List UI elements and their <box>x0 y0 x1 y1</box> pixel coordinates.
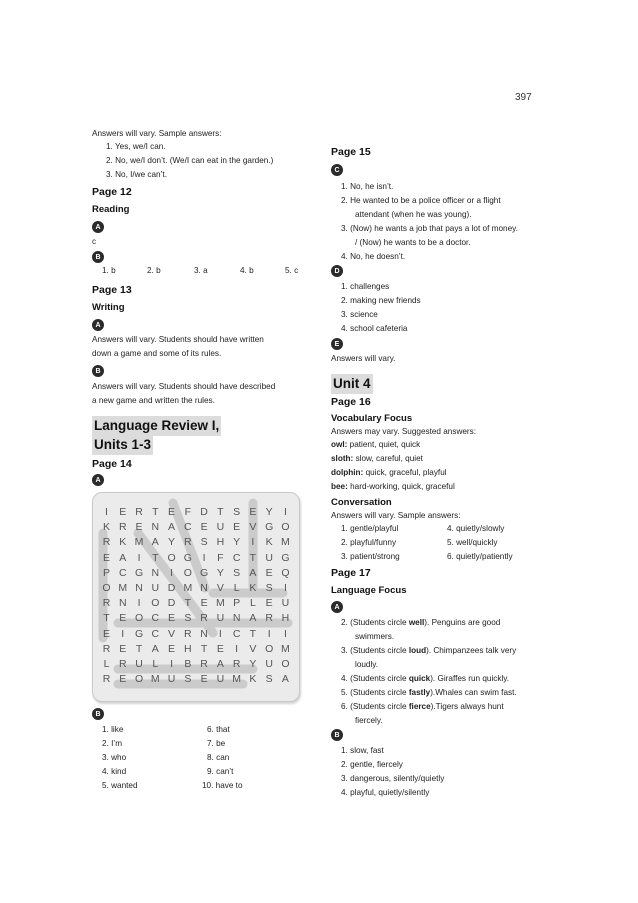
word-search-row <box>93 672 299 687</box>
word-search-letter: Y <box>265 506 273 518</box>
word-search-letter: O <box>281 521 290 534</box>
word-search-row <box>93 505 299 520</box>
reading-b-answer: 5. c <box>285 266 299 275</box>
word-search-letter: O <box>151 597 160 610</box>
word-search-letter: T <box>217 506 224 518</box>
page-12-heading: Page 12 <box>92 186 132 198</box>
word-search-letter: C <box>184 521 192 534</box>
word-search-letter: Y <box>168 536 176 549</box>
word-search-row <box>93 535 299 550</box>
vocab-item: owl: patient, quiet, quick <box>331 440 421 449</box>
word-search-letter: U <box>281 597 290 610</box>
intro-item: 2. No, we/I don’t. (We/I can eat in the garden.) <box>106 156 274 165</box>
word-search-letter: U <box>151 581 160 594</box>
word-search-letter: I <box>251 536 255 549</box>
word-search-letter: R <box>118 521 127 534</box>
word-search-letter: T <box>152 551 159 564</box>
word-search-letter: D <box>167 581 176 594</box>
section-c-badge: C <box>331 164 343 176</box>
reading-b-answer: 2. b <box>147 266 161 275</box>
conv-item: 1. gentle/playful <box>341 524 399 533</box>
word-search-letter: R <box>102 673 111 686</box>
answer-item: 1. like <box>102 725 124 734</box>
answer-item: 7. be <box>207 739 226 748</box>
word-search-letter: I <box>202 551 206 564</box>
word-search-letter: C <box>232 627 241 640</box>
word-search-letter: C <box>151 612 160 625</box>
writing-heading: Writing <box>92 302 125 313</box>
word-search-letter: U <box>216 521 225 534</box>
reading-heading: Reading <box>92 204 130 215</box>
c-item: attendant (when he was young). <box>355 210 472 219</box>
word-search-letter: L <box>152 657 159 670</box>
b-item: 1. slow, fast <box>341 746 384 755</box>
section-a-badge: A <box>92 474 104 486</box>
page-14-heading: Page 14 <box>92 458 132 470</box>
word-search-letter: H <box>281 612 290 625</box>
word-search-letter: R <box>118 657 127 670</box>
word-search-letter: M <box>281 536 290 549</box>
word-search-letter: Q <box>281 566 290 579</box>
word-search-letter: E <box>249 506 257 518</box>
c-item: / (Now) he wants to be a doctor. <box>355 238 471 247</box>
word-search-letter: R <box>184 627 192 640</box>
word-search-letter: I <box>283 627 287 640</box>
word-search-letter: F <box>184 506 192 518</box>
section-a-badge: A <box>92 319 104 331</box>
conversation-intro: Answers will vary. Sample answers: <box>331 511 461 520</box>
word-search-letter: R <box>102 536 111 549</box>
word-search-letter: H <box>184 642 192 655</box>
b-item: 4. playful, quietly/silently <box>341 788 430 797</box>
d-item: 1. challenges <box>341 282 390 291</box>
word-search-letter: M <box>150 673 160 686</box>
word-search-letter: I <box>105 506 108 518</box>
conv-item: 5. well/quickly <box>447 538 498 547</box>
word-search-letter: T <box>249 627 257 640</box>
d-item: 4. school cafeteria <box>341 324 408 333</box>
word-search-row <box>93 627 299 642</box>
word-search-letter: N <box>135 581 143 594</box>
answer-item: 10. have to <box>202 781 243 790</box>
word-search-letter: V <box>216 581 224 594</box>
word-search-letter: M <box>232 673 241 686</box>
word-search-letter: M <box>215 597 225 610</box>
word-search-letter: U <box>265 657 273 670</box>
e-text: Answers will vary. <box>331 354 396 363</box>
answer-item: 2. I’m <box>102 739 123 748</box>
word-search-letter: A <box>281 673 289 686</box>
word-search-letter: T <box>200 642 208 655</box>
page-15-heading: Page 15 <box>331 146 371 158</box>
word-search-letter: T <box>152 506 159 518</box>
word-search-letter: L <box>103 657 110 670</box>
word-search-letter: O <box>183 566 192 579</box>
word-search-letter: E <box>233 521 241 534</box>
b-item: 2. gentle, fiercely <box>341 760 403 769</box>
language-focus-heading: Language Focus <box>331 585 407 596</box>
word-search-letter: A <box>168 521 176 534</box>
word-search-letter: A <box>216 657 224 670</box>
word-search-row <box>93 581 299 596</box>
word-search-letter: K <box>265 536 273 549</box>
word-search-letter: E <box>265 566 273 579</box>
word-search-letter: N <box>200 627 208 640</box>
reading-a-answer: c <box>92 237 97 246</box>
page-17-heading: Page 17 <box>331 567 371 579</box>
word-search-letter: I <box>170 657 174 670</box>
word-search-row <box>93 566 299 581</box>
lf-item: 2. (Students circle well). Penguins are good <box>341 618 501 627</box>
word-search-letter: U <box>216 612 225 625</box>
answer-item: 8. can <box>207 753 230 762</box>
word-search-letter: G <box>134 566 144 579</box>
word-search-row <box>93 642 299 657</box>
word-search-letter: O <box>265 642 274 655</box>
word-search-letter: A <box>249 612 257 625</box>
word-search-letter: E <box>102 551 110 564</box>
word-search-letter: A <box>151 536 159 549</box>
word-search-letters <box>93 505 299 687</box>
word-search-letter: G <box>200 566 209 579</box>
b-item: 3. dangerous, silently/quietly <box>341 774 445 783</box>
word-search-letter: O <box>134 673 144 686</box>
word-search-letter: E <box>216 642 224 655</box>
word-search-letter: K <box>249 673 257 686</box>
word-search-letter: I <box>235 642 239 655</box>
word-search-letter: K <box>249 581 257 594</box>
intro-item: 1. Yes, we/I can. <box>106 142 166 151</box>
word-search-letter: I <box>121 627 125 640</box>
word-search-letter: E <box>200 597 208 610</box>
word-search-letter: S <box>200 536 208 549</box>
word-search-letter: K <box>119 536 127 549</box>
word-search-letter: S <box>233 566 241 579</box>
word-search-letter: Y <box>233 536 241 549</box>
word-search-letter: P <box>233 597 241 610</box>
writing-b-text: Answers will vary. Students should have described <box>92 382 276 391</box>
word-search-letter: N <box>200 581 208 594</box>
section-e-badge: E <box>331 338 343 350</box>
word-search-letter: O <box>167 551 176 564</box>
word-search-letter: E <box>119 612 127 625</box>
word-search-letter: V <box>249 642 257 655</box>
d-item: 3. science <box>341 310 378 319</box>
word-search-letter: C <box>232 551 241 564</box>
word-search-letter: N <box>151 566 160 579</box>
intro-text: Answers will vary. Sample answers: <box>92 129 222 138</box>
word-search-letter: E <box>102 627 110 640</box>
reading-b-answer: 3. a <box>194 266 208 275</box>
writing-b-text: a new game and written the rules. <box>92 396 215 405</box>
section-b-badge: B <box>331 729 343 741</box>
page-number: 397 <box>515 92 532 103</box>
unit-4-heading: Unit 4 <box>331 374 373 394</box>
word-search-letter: U <box>216 673 225 686</box>
word-search-letter: M <box>134 536 144 549</box>
word-search-letter: N <box>232 612 241 625</box>
word-search-grid <box>92 492 300 702</box>
word-search-letter: R <box>102 597 111 610</box>
word-search-letter: I <box>267 627 271 640</box>
word-search-letter: N <box>118 597 127 610</box>
lf-item: 4. (Students circle quick). Giraffes run quickly. <box>341 674 510 683</box>
word-search-letter: G <box>183 551 192 564</box>
word-search-letter: F <box>217 551 224 564</box>
word-search-row <box>93 551 299 566</box>
c-item: 4. No, he doesn’t. <box>341 252 406 261</box>
language-review-units: Units 1-3 <box>92 435 153 455</box>
word-search-letter: U <box>265 551 273 564</box>
word-search-letter: R <box>184 536 192 549</box>
word-search-letter: E <box>135 521 143 534</box>
word-search-letter: E <box>168 612 176 625</box>
conv-item: 3. patient/strong <box>341 552 400 561</box>
answer-item: 6. that <box>207 725 230 734</box>
word-search-letter: I <box>137 551 141 564</box>
word-search-letter: A <box>119 551 127 564</box>
word-search-row <box>93 657 299 672</box>
word-search-letter: G <box>281 551 290 564</box>
section-b-badge: B <box>92 365 104 377</box>
word-search-letter: I <box>218 627 222 640</box>
conversation-heading: Conversation <box>331 497 392 508</box>
word-search-letter: P <box>102 566 110 579</box>
word-search-letter: R <box>200 657 208 670</box>
conv-item: 6. quietly/patiently <box>447 552 513 561</box>
word-search-letter: M <box>183 581 193 594</box>
word-search-letter: U <box>167 673 176 686</box>
answer-item: 3. who <box>102 753 127 762</box>
word-search-letter: E <box>265 597 273 610</box>
word-search-row <box>93 596 299 611</box>
word-search-letter: E <box>200 521 208 534</box>
lf-item: fiercely. <box>355 716 383 725</box>
word-search-letter: U <box>135 657 143 670</box>
word-search-letter: B <box>184 657 192 670</box>
answer-item: 9. can’t <box>207 767 234 776</box>
word-search-letter: N <box>151 521 160 534</box>
vocab-item: bee: hard-working, quick, graceful <box>331 482 455 491</box>
intro-item: 3. No, I/we can’t. <box>106 170 167 179</box>
language-review-heading: Language Review I, <box>92 416 221 436</box>
d-item: 2. making new friends <box>341 296 421 305</box>
word-search-letter: R <box>232 657 241 670</box>
word-search-letter: Y <box>216 566 224 579</box>
word-search-row <box>93 611 299 626</box>
section-b-badge: B <box>92 708 104 720</box>
lf-item: 6. (Students circle fierce).Tigers always hunt <box>341 702 504 711</box>
lf-item: swimmers. <box>355 632 395 641</box>
word-search-letter: T <box>249 551 257 564</box>
word-search-letter: M <box>118 581 128 594</box>
word-search-letter: E <box>119 642 127 655</box>
word-search-letter: S <box>265 673 273 686</box>
section-d-badge: D <box>331 265 343 277</box>
word-search-letter: R <box>102 642 111 655</box>
reading-b-answer: 1. b <box>102 266 116 275</box>
word-search-letter: S <box>184 612 192 625</box>
writing-a-text: down a game and some of its rules. <box>92 349 222 358</box>
lf-item: 5. (Students circle fastly).Whales can swim fast. <box>341 688 517 697</box>
reading-b-answer: 4. b <box>240 266 254 275</box>
word-search-letter: E <box>119 506 127 518</box>
word-search-letter: D <box>200 506 208 518</box>
word-search-letter: I <box>283 506 287 518</box>
word-search-letter: V <box>168 627 176 640</box>
page-16-heading: Page 16 <box>331 396 371 408</box>
word-search-letter: C <box>118 566 127 579</box>
word-search-letter: S <box>233 506 241 518</box>
section-b-badge: B <box>92 251 104 263</box>
word-search-letter: V <box>249 521 257 534</box>
word-search-letter: Y <box>249 657 257 670</box>
answer-item: 4. kind <box>102 767 127 776</box>
word-search-letter: D <box>167 597 176 610</box>
word-search-letter: K <box>102 521 110 534</box>
lf-item: 3. (Students circle loud). Chimpanzees talk very <box>341 646 517 655</box>
word-search-letter: T <box>184 597 192 610</box>
word-search-letter: E <box>119 673 127 686</box>
word-search-letter: R <box>265 612 273 625</box>
lf-item: loudly. <box>355 660 379 669</box>
word-search-letter: S <box>265 581 273 594</box>
word-search-letter: C <box>151 627 160 640</box>
word-search-letter: E <box>200 673 208 686</box>
word-search-letter: I <box>170 566 174 579</box>
word-search-letter: G <box>134 627 144 640</box>
word-search-letter: S <box>184 673 192 686</box>
section-a-badge: A <box>92 221 104 233</box>
word-search-letter: I <box>137 597 141 610</box>
c-item: 3. (Now) he wants a job that pays a lot of money. <box>341 224 518 233</box>
vocab-item: dolphin: quick, graceful, playful <box>331 468 447 477</box>
word-search-letter: A <box>151 642 159 655</box>
word-search-letter: T <box>103 612 110 625</box>
vocab-item: sloth: slow, careful, quiet <box>331 454 423 463</box>
answer-item: 5. wanted <box>102 781 138 790</box>
word-search-letter: T <box>135 642 143 655</box>
word-search-row <box>93 520 299 535</box>
conv-item: 4. quietly/slowly <box>447 524 505 533</box>
c-item: 1. No, he isn’t. <box>341 182 394 191</box>
word-search-letter: E <box>168 642 176 655</box>
writing-a-text: Answers will vary. Students should have written <box>92 335 264 344</box>
word-search-letter: I <box>283 581 287 594</box>
word-search-letter: L <box>249 597 256 610</box>
word-search-letter: G <box>265 521 274 534</box>
word-search-letter: E <box>168 506 176 518</box>
vocab-intro: Answers may vary. Suggested answers: <box>331 427 477 436</box>
word-search-letter: R <box>200 612 208 625</box>
section-a-badge: A <box>331 601 343 613</box>
word-search-letter: L <box>233 581 240 594</box>
c-item: 2. He wanted to be a police officer or a flight <box>341 196 501 205</box>
word-search-letter: O <box>281 657 290 670</box>
page-13-heading: Page 13 <box>92 284 132 296</box>
word-search-letter: O <box>102 581 111 594</box>
word-search-letter: R <box>135 506 143 518</box>
vocabulary-focus-heading: Vocabulary Focus <box>331 413 413 424</box>
conv-item: 2. playful/funny <box>341 538 397 547</box>
word-search-letter: M <box>281 642 290 655</box>
word-search-letter: A <box>249 566 257 579</box>
word-search-letter: H <box>216 536 225 549</box>
word-search-letter: O <box>134 612 144 625</box>
